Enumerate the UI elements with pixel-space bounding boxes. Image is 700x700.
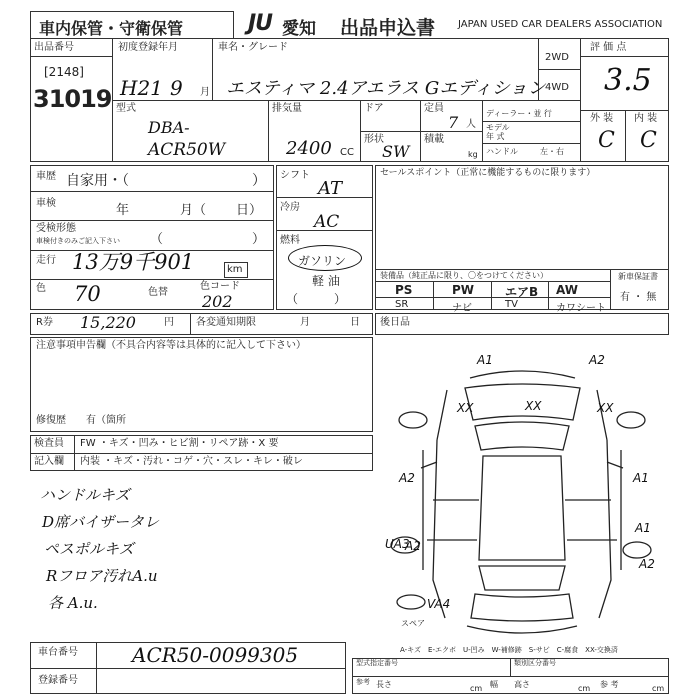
r-ken-label: R券 [36,317,53,328]
drive-4wd: 4WD [545,82,569,93]
tax-label: 各変通知期限 [196,317,256,328]
car-name-label: 車名・グレード [218,42,288,53]
model-line2: ACR50W [148,140,226,160]
ju-logo: JU [248,11,273,36]
listing-no-label: 出品番号 [34,42,74,53]
inspector-note: ペスポルキズ [44,540,134,558]
document-title: 出品申込書 [340,17,436,39]
storage-title-box [30,11,234,39]
fuel-petrol: ガソリン [298,254,347,268]
shape-value: SW [382,142,410,161]
model-line1: DBA- [148,118,190,137]
inspection-label: 車検 [36,198,56,209]
car-name-value: エスティマ 2.4アエラス Gエディション [226,78,546,99]
mark-a2-left: A2 [399,471,415,485]
inspection-month: 月（ [180,203,207,218]
inspector-note: ハンドルキズ [40,486,130,504]
receive-value: （ [150,232,164,247]
checker-label-2: 記入欄 [34,456,64,467]
fuel-diesel: 軽 油 [312,274,340,288]
width-label: 幅 [490,680,498,689]
inspector-note: Rフロア汚れA.u [46,567,158,585]
vin-value: ACR50-0099305 [132,643,299,667]
diagram-legend: A-キズ E-エクボ U-凹み W-補修跡 S-サビ C-腐食 XX-交換済 [400,646,618,654]
inspection-year: 年 [116,203,130,218]
score-value: 3.5 [604,63,652,98]
equipment-item: カワシート [556,303,606,314]
usage-close: ） [252,173,266,189]
org-name: 愛知 [282,19,316,39]
listing-sub-number: [2148] [44,65,84,79]
height-unit: cm [652,684,665,693]
left-side-outline [433,390,447,618]
load-unit: kg [468,150,478,159]
mileage-value: 13万9千901 [72,250,195,274]
width-unit: cm [578,684,591,693]
receive-label: 受検形態 [36,223,76,234]
rear-window-outline [479,566,565,590]
ac-value: AC [314,212,340,232]
windshield-outline [475,422,569,450]
mark-va4: VA4 [427,597,451,611]
inspector-note: 各 A.u. [48,594,98,612]
model-year-label: モデル [486,123,510,132]
association-name: JAPAN USED CAR DEALERS ASSOCIATION [458,19,663,30]
class-label: 類別区分番号 [514,659,556,667]
drive-2wd: 2WD [545,52,569,63]
mark-ua3: UA3 [385,537,410,551]
load-label: 積載 [424,134,444,145]
mark-xx-left: XX [457,401,474,415]
receive-close: ） [252,232,266,247]
usage-label: 車歴 [36,171,56,182]
fuel-label: 燃料 [280,235,300,246]
equipment-item: エアB [505,285,539,299]
equipment-item: SR [395,299,409,310]
mark-a1-front: A1 [477,353,493,367]
color-code-value: 202 [202,292,233,311]
petrol-circle-mark [288,245,362,271]
fuel-other: （ ） [286,292,347,306]
capacity-unit: 人 [466,119,476,130]
mark-a1-right: A1 [633,471,649,485]
score-label: 評 価 点 [590,42,627,53]
receive-note: 車検付きのみご記入下さい [36,237,120,245]
interior-grade: C [640,128,657,153]
first-reg-era: H21 [120,76,163,100]
dealer-label: ディーラー・並 行 [486,109,552,118]
color-label: 色 [36,283,46,294]
hood-outline [465,384,580,420]
mark-a2-rear-right: A2 [639,557,655,571]
mileage-label: 走行 [36,255,56,266]
km-box [224,262,248,278]
capacity-label: 定員 [424,103,444,114]
month-unit: 月 [200,87,210,98]
mark-a1-right-door: A1 [635,521,651,535]
tax-month: 月 [300,317,310,328]
height-label: 高さ [514,680,530,689]
storage-title: 車内保管・守衛保管 [39,19,184,38]
shape-label: 形状 [364,134,384,145]
handle-label: ハンドル [486,147,518,156]
warranty-label: 新車保証書 [618,272,658,281]
displacement-unit: CC [340,147,354,158]
equipment-item: PW [452,283,475,297]
handle-options: 左・右 [540,147,564,156]
length-unit: cm [470,684,483,693]
equipment-item: PS [395,283,413,297]
listing-number: 31019 [33,85,112,113]
vin-label: 車台番号 [38,647,78,658]
mark-a2-front: A2 [589,353,605,367]
equipment-item: TV [505,299,518,310]
capacity-value: 7 [448,113,459,132]
equipment-item: ナビ [452,303,472,314]
inspector-note: D席バイザータレ [42,513,160,531]
r-ken-unit: 円 [164,317,174,328]
first-reg-label: 初度登録年月 [118,42,178,53]
ref-label-2: 参 考 [600,680,619,689]
interior-label: 内 装 [634,113,658,124]
selling-points-label: セールスポイント（正常に機能するものに限ります） [380,168,596,178]
equipment-label: 装備品（純正品に限り、〇をつけてください） [380,271,548,280]
damage-diagram [375,350,670,642]
exterior-grade: C [598,128,615,153]
inspection-day: 日） [236,203,263,218]
front-bumper-outline [470,371,575,378]
spare-label: スペア [401,619,425,628]
mark-xx-right: XX [597,401,614,415]
first-reg-month: 9 [170,76,183,100]
displacement-label: 排気量 [272,103,302,114]
reg-label: 登録番号 [38,675,78,686]
color-change-label: 色替 [148,287,168,298]
r-ken-value: 15,220 [80,313,136,332]
tax-day: 日 [350,317,360,328]
checker-label-1: 検査員 [34,438,64,449]
mark-xx-center: XX [525,399,542,413]
checker-row-exterior: FW ・キズ・凹み・ヒビ割・リペア跡・X 要 [80,438,279,449]
model-label: 型式 [116,103,136,114]
exterior-label: 外 装 [590,113,614,124]
shift-label: シフト [280,170,310,181]
aftermarket-label: 後日品 [380,317,410,328]
equipment-item: AW [556,283,578,297]
mark-a2-left-door: A2 [405,539,421,553]
rear-bumper-outline [467,626,577,633]
color-code-label: 色コード [200,281,240,292]
notes-label: 注意事項申告欄（不具合内容等は具体的に記入して下さい） [36,340,306,351]
checker-row-interior: 内装 ・キズ・汚れ・コゲ・穴・スレ・キレ・破レ [80,456,303,467]
tailgate-outline [471,594,573,621]
color-value: 70 [74,282,101,306]
aftermarket-frame [375,313,669,335]
mileage-unit: km [227,264,243,275]
right-side-outline [597,390,611,618]
length-label: 長さ [376,680,392,689]
roof-outline [479,456,565,560]
year-label: 年 式 [486,132,505,141]
ac-label: 冷房 [280,202,300,213]
ref-label-1: 参考 [356,678,370,686]
displacement-value: 2400 [286,138,332,159]
warranty-value: 有 ・ 無 [620,292,657,303]
usage-value: 自家用・（ [66,173,129,189]
repair-history: 修復歴 有（箇所 [36,415,126,426]
designated-label: 型式指定番号 [356,659,398,667]
shift-value: AT [318,178,343,199]
door-label: ドア [364,103,384,114]
